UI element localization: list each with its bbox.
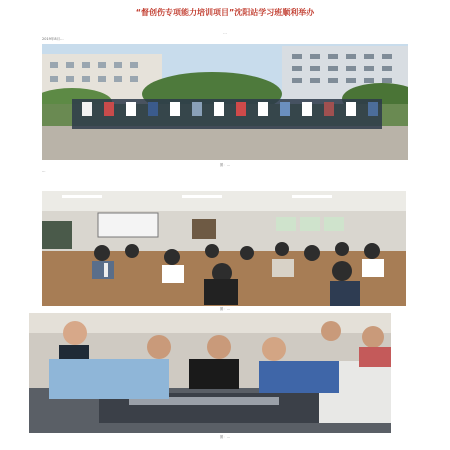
hands-on-photo bbox=[29, 313, 391, 433]
caption-2: 图：… bbox=[219, 307, 231, 311]
article-title: “督创伤专项能力培训项目”沈阳站学习班顺利举办 bbox=[135, 8, 315, 17]
article-subtitle: … bbox=[223, 31, 227, 35]
caption-3: 图：… bbox=[219, 435, 231, 439]
intro-paragraph: 2019年8月… bbox=[42, 37, 64, 41]
caption-1: 图：… bbox=[219, 163, 231, 167]
body-paragraph: … bbox=[42, 169, 46, 173]
group-photo bbox=[42, 44, 408, 160]
lecture-photo bbox=[42, 191, 406, 306]
